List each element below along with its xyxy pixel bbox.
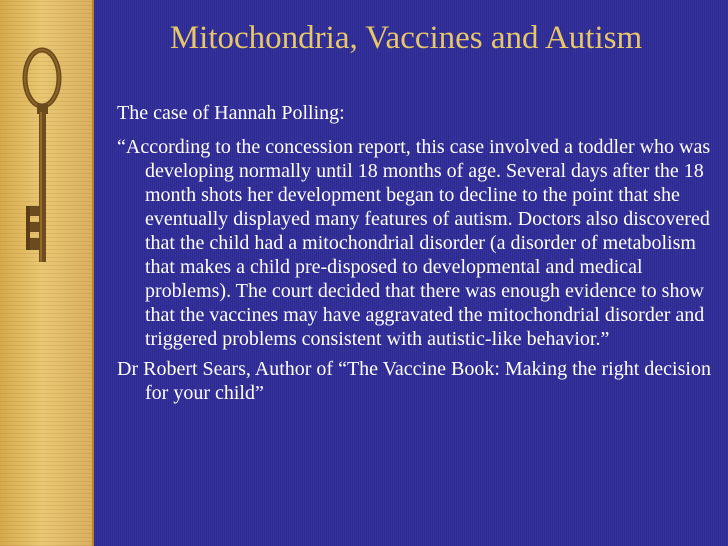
strip-border (92, 0, 94, 546)
attribution: Dr Robert Sears, Author of “The Vaccine Book: Making the right decision for your child” (117, 358, 711, 404)
antique-key-icon (4, 38, 84, 278)
slide-body (117, 101, 717, 411)
case-heading: The case of Hannah Polling: (117, 102, 345, 124)
quote-paragraph: “According to the concession report, this case involved a toddler who was developing normally until 18 months of age. Several days after the 18 month shots her development began to decline to the point that she eventually displayed many features of autism. Doctors also discovered that the child had a mitochondrial disorder (a disorder of metabolism that makes a child pre-disposed to developmental and medical problems). The court decided that there was enough evidence to show that the vaccines may have aggravated the mitochondrial disorder and triggered problems consistent with autistic-like behavior.” (117, 136, 711, 350)
slide-title: Mitochondria, Vaccines and Autism (169, 20, 643, 56)
decorative-side-strip (0, 0, 92, 546)
